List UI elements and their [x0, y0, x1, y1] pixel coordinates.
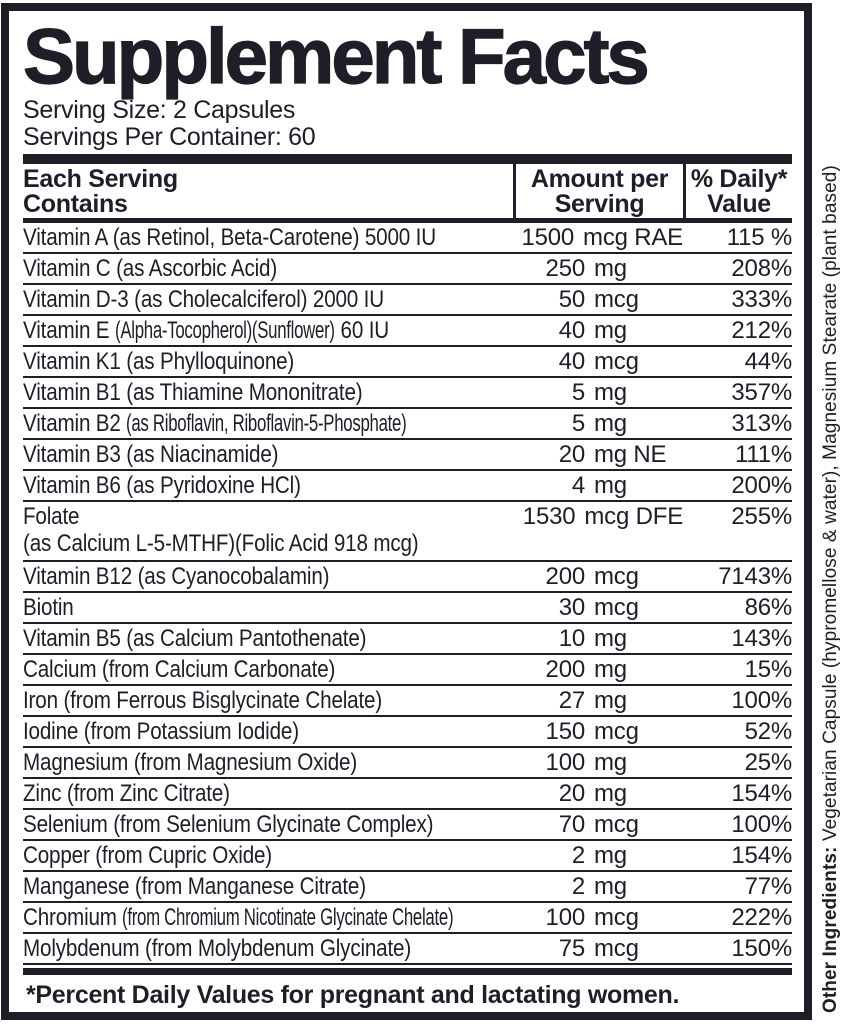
header-daily-value-line2: Value — [707, 190, 771, 218]
amount-cell — [513, 936, 683, 963]
amount-cell — [513, 626, 683, 653]
table-row — [23, 440, 792, 471]
servings-per-container-line: Servings Per Container: 60 — [23, 123, 316, 151]
amount-cell — [513, 256, 683, 283]
amount-value: 40 — [558, 317, 585, 344]
nutrient-label-text: (from Chromium Nicotinate Glycinate Chelate) — [122, 904, 454, 931]
nutrient-label — [23, 287, 513, 314]
amount-cell — [513, 473, 683, 500]
divider-thick-top — [23, 154, 792, 164]
nutrient-label — [23, 595, 513, 622]
daily-value-cell: 200% — [731, 472, 792, 499]
amount-cell — [513, 318, 683, 345]
amount-value: 1530 — [522, 503, 576, 530]
table-row — [23, 903, 792, 934]
amount-unit: mg — [594, 255, 627, 282]
nutrient-label-text: Copper (from Cupric Oxide) — [23, 842, 273, 869]
nutrient-label-text: Vitamin B1 (as Thiamine Mononitrate) — [23, 379, 363, 406]
nutrient-label — [23, 812, 513, 839]
amount-value: 10 — [558, 625, 585, 652]
nutrient-label — [23, 442, 513, 469]
header-each-serving-line1: Each Serving — [23, 165, 178, 193]
header-each-serving-line2: Contains — [23, 190, 128, 218]
other-ingredients-note — [819, 165, 842, 1013]
amount-cell — [513, 812, 683, 839]
amount-value: 70 — [558, 811, 585, 838]
nutrient-label-text: Vitamin A (as Retinol, Beta-Carotene) 5000 IU — [23, 224, 436, 251]
daily-value-cell: 154% — [731, 842, 792, 869]
nutrient-label-text: Magnesium (from Magnesium Oxide) — [23, 749, 358, 776]
nutrient-label — [23, 564, 513, 591]
daily-value-cell: 143% — [731, 625, 792, 652]
nutrient-label — [23, 688, 513, 715]
nutrient-label — [23, 502, 513, 558]
amount-unit: mg NE — [594, 441, 667, 468]
table-row — [23, 810, 792, 841]
amount-unit: mcg — [594, 594, 639, 621]
header-each-serving — [23, 164, 513, 218]
amount-cell — [513, 564, 683, 591]
divider-thick-bottom — [23, 968, 792, 975]
nutrient-label — [23, 936, 513, 963]
table-row — [23, 285, 792, 316]
daily-value-cell: 86% — [744, 594, 792, 621]
nutrient-label-text: 60 IU — [334, 317, 389, 344]
nutrient-label — [23, 905, 513, 932]
amount-value: 30 — [558, 594, 585, 621]
amount-cell — [513, 750, 683, 777]
daily-value-cell: 52% — [744, 718, 792, 745]
amount-unit: mg — [594, 317, 627, 344]
amount-unit: mcg RAE — [583, 224, 683, 251]
nutrient-label — [23, 256, 513, 283]
nutrient-label — [23, 750, 513, 777]
amount-value: 200 — [545, 656, 585, 683]
amount-cell — [513, 657, 683, 684]
amount-unit: mg — [594, 625, 627, 652]
nutrient-label-text: Vitamin B2 — [23, 410, 127, 437]
amount-cell — [513, 225, 683, 252]
amount-cell — [513, 905, 683, 932]
other-ingredients-text: Vegetarian Capsule (hypromellose & water), Magnesium Stearate (plant based) — [820, 165, 841, 847]
table-row — [23, 316, 792, 347]
table-row — [23, 254, 792, 285]
amount-value: 75 — [558, 935, 585, 962]
table-row — [23, 378, 792, 409]
amount-unit: mg — [594, 873, 627, 900]
amount-cell — [513, 843, 683, 870]
amount-unit: mcg — [594, 811, 639, 838]
table-row — [23, 624, 792, 655]
table-row — [23, 409, 792, 440]
daily-value-cell: 154% — [731, 780, 792, 807]
amount-value: 20 — [558, 441, 585, 468]
daily-value-cell: 313% — [731, 410, 792, 437]
serving-info — [23, 97, 792, 151]
nutrient-label — [23, 225, 513, 252]
header-amount-line1: Amount per — [530, 165, 669, 193]
nutrient-label — [23, 657, 513, 684]
table-row — [23, 655, 792, 686]
nutrient-label-text: Iron (from Ferrous Bisglycinate Chelate) — [23, 687, 383, 714]
header-amount-line2: Serving — [554, 190, 645, 218]
nutrient-label-text: Zinc (from Zinc Citrate) — [23, 780, 230, 807]
amount-cell — [513, 688, 683, 715]
nutrient-label-text: Manganese (from Manganese Citrate) — [23, 873, 366, 900]
table-row — [23, 934, 792, 965]
amount-unit: mg — [594, 410, 627, 437]
daily-value-cell: 25% — [744, 749, 792, 776]
amount-unit: mcg DFE — [584, 503, 683, 530]
daily-value-cell: 208% — [731, 255, 792, 282]
amount-value: 1500 — [521, 224, 575, 251]
other-ingredients-label: Other Ingredients: — [820, 846, 841, 1013]
amount-unit: mg — [594, 379, 627, 406]
table-row — [23, 779, 792, 810]
nutrient-label — [23, 719, 513, 746]
daily-value-cell: 15% — [744, 656, 792, 683]
amount-unit: mg — [594, 842, 627, 869]
supplement-facts-panel — [1, 3, 812, 1020]
amount-unit: mcg — [594, 935, 639, 962]
amount-unit: mcg — [594, 563, 639, 590]
amount-cell — [513, 781, 683, 808]
daily-value-cell: 255% — [731, 503, 792, 530]
amount-value: 50 — [558, 286, 585, 313]
table-row — [23, 748, 792, 779]
daily-value-cell: 44% — [744, 348, 792, 375]
nutrient-label-text: Molybdenum (from Molybdenum Glycinate) — [23, 935, 412, 962]
header-daily-value — [683, 164, 792, 218]
amount-unit: mg — [594, 472, 627, 499]
nutrient-label-text: (Alpha-Tocopherol)(Sunflower) — [114, 317, 335, 344]
header-amount-per-serving — [513, 164, 683, 218]
amount-unit: mg — [594, 749, 627, 776]
footnote: *Percent Daily Values for pregnant and lactating women. — [26, 981, 680, 1009]
amount-cell — [513, 411, 683, 438]
amount-value: 100 — [545, 904, 585, 931]
nutrient-label-text: Vitamin E — [23, 317, 115, 344]
daily-value-cell: 212% — [731, 317, 792, 344]
amount-cell — [513, 287, 683, 314]
nutrient-label-text: Vitamin B12 (as Cyanocobalamin) — [23, 563, 330, 590]
nutrient-label-text: Iodine (from Potassium Iodide) — [23, 718, 299, 745]
header-daily-value-line1: % Daily* — [690, 165, 788, 193]
amount-cell — [513, 719, 683, 746]
nutrient-label — [23, 874, 513, 901]
amount-unit: mcg — [594, 286, 639, 313]
table-row — [23, 593, 792, 624]
amount-value: 40 — [558, 348, 585, 375]
amount-cell — [513, 349, 683, 376]
nutrient-label-text: Vitamin C (as Ascorbic Acid) — [23, 255, 278, 282]
amount-cell — [513, 874, 683, 901]
nutrient-label — [23, 411, 513, 438]
amount-unit: mcg — [594, 904, 639, 931]
amount-cell — [513, 502, 683, 531]
nutrient-label — [23, 626, 513, 653]
amount-value: 100 — [545, 749, 585, 776]
nutrient-label-text: Vitamin K1 (as Phylloquinone) — [23, 348, 295, 375]
table-row — [23, 841, 792, 872]
daily-value-cell: 222% — [731, 904, 792, 931]
amount-value: 5 — [571, 410, 585, 437]
daily-value-cell: 115 % — [726, 224, 792, 251]
daily-value-cell: 77% — [744, 873, 792, 900]
amount-value: 20 — [558, 780, 585, 807]
table-row — [23, 686, 792, 717]
nutrient-label-text: (as Riboflavin, Riboflavin-5-Phosphate) — [126, 410, 407, 437]
nutrient-label-text: Selenium (from Selenium Glycinate Complex) — [23, 811, 434, 838]
daily-value-cell: 7143% — [718, 563, 792, 590]
nutrient-label-text: Vitamin B5 (as Calcium Pantothenate) — [23, 625, 367, 652]
nutrient-label — [23, 843, 513, 870]
nutrient-label-text: Vitamin B6 (as Pyridoxine HCl) — [23, 472, 301, 499]
amount-unit: mcg — [594, 348, 639, 375]
amount-value: 150 — [545, 718, 585, 745]
amount-cell — [513, 380, 683, 407]
nutrient-label-text: Calcium (from Calcium Carbonate) — [23, 656, 336, 683]
nutrient-label-text: Biotin — [23, 594, 74, 621]
daily-value-cell: 100% — [731, 687, 792, 714]
table-row — [23, 562, 792, 593]
table-row — [23, 502, 792, 562]
amount-value: 4 — [571, 472, 585, 499]
nutrient-label-text: Chromium — [23, 904, 123, 931]
facts-table-body — [23, 223, 792, 965]
daily-value-cell: 111% — [734, 441, 792, 468]
daily-value-cell: 100% — [731, 811, 792, 838]
amount-value: 250 — [545, 255, 585, 282]
amount-unit: mcg — [594, 718, 639, 745]
amount-cell — [513, 442, 683, 469]
nutrient-label — [23, 380, 513, 407]
amount-value: 27 — [558, 687, 585, 714]
nutrient-label-text: Vitamin D-3 (as Cholecalciferol) 2000 IU — [23, 286, 384, 313]
amount-value: 2 — [571, 873, 585, 900]
table-header — [23, 164, 792, 218]
daily-value-cell: 150% — [731, 935, 792, 962]
nutrient-label — [23, 349, 513, 376]
amount-value: 5 — [571, 379, 585, 406]
table-row — [23, 347, 792, 378]
nutrient-label-line2: (as Calcium L-5-MTHF)(Folic Acid 918 mcg) — [23, 530, 419, 557]
table-row — [23, 872, 792, 903]
nutrient-label — [23, 473, 513, 500]
daily-value-cell: 333% — [731, 286, 792, 313]
serving-size-line: Serving Size: 2 Capsules — [23, 96, 296, 124]
nutrient-label-text: Vitamin B3 (as Niacinamide) — [23, 441, 279, 468]
amount-unit: mg — [594, 656, 627, 683]
amount-cell — [513, 595, 683, 622]
nutrient-label — [23, 781, 513, 808]
nutrient-label-text: Folate — [23, 503, 80, 530]
panel-title: Supplement Facts — [23, 12, 647, 100]
amount-unit: mg — [594, 687, 627, 714]
amount-value: 2 — [571, 842, 585, 869]
table-row — [23, 717, 792, 748]
amount-value: 200 — [545, 563, 585, 590]
table-row — [23, 471, 792, 502]
nutrient-label — [23, 318, 513, 345]
amount-unit: mg — [594, 780, 627, 807]
daily-value-cell: 357% — [731, 379, 792, 406]
table-row — [23, 223, 792, 254]
